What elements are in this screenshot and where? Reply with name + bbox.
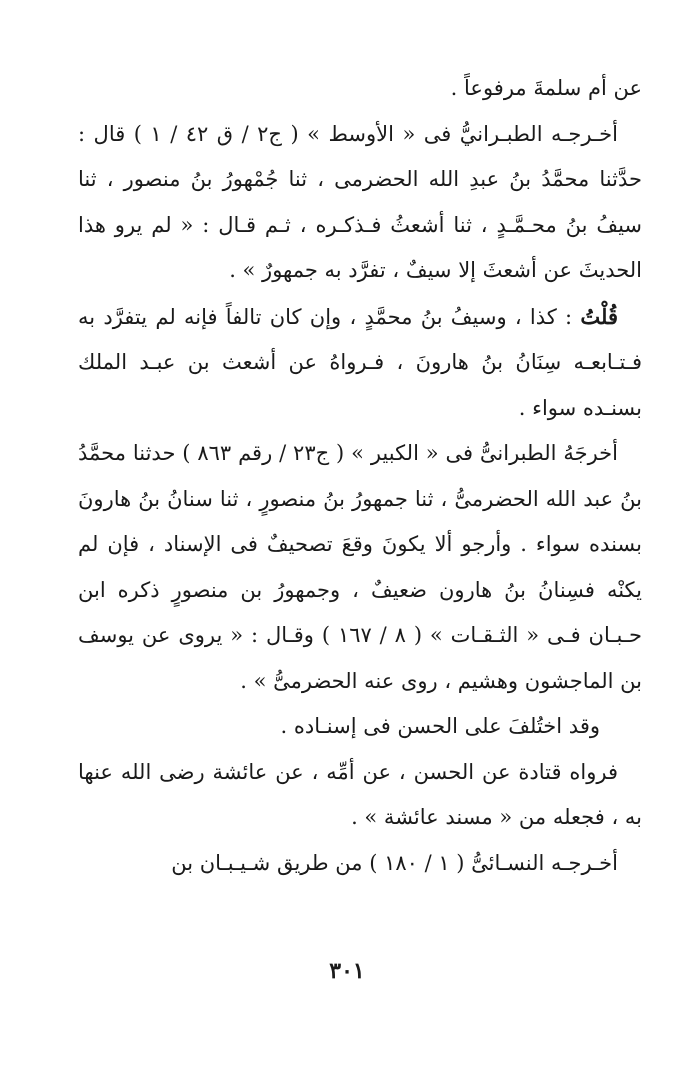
paragraph-3-lead: قُلْتُ bbox=[580, 303, 618, 329]
paragraph-6-text: فرواه قتادة عن الحسن ، عن أمِّه ، عن عائشة رضى الله عنها به ، فجعله من « مسند عائشة » . bbox=[78, 759, 642, 829]
paragraph-5 bbox=[78, 704, 642, 750]
paragraph-7 bbox=[78, 841, 642, 887]
paragraph-6 bbox=[78, 750, 642, 841]
paragraph-2-text: أخـرجـه الطبـرانيُّ فى « الأوسط » ( ج٢ / ق ٤٢ / ١ ) قال : حدَّثنا محمَّدُ بنُ عبدِ الله الحضرمى ، ثنا جُمْهورُ بنُ منصور ، ثنا سيفُ بنُ محـمَّـدٍ ، ثنا أشعثُ فـذكـره ، ثـم قـال : « لم يرو هذا الحديثَ عن أشعثَ إلا سيفٌ ، تفرَّد به جمهورٌ » . bbox=[78, 121, 642, 282]
paragraph-1 bbox=[78, 66, 642, 112]
paragraph-4-text: أخرجَهُ الطبرانىُّ فى « الكبير » ( ج٢٣ / رقم ٨٦٣ ) حدثنا محمَّدُ بنُ عبد الله الحضرمىُّ ، ثنا جمهورُ بنُ منصورٍ ، ثنا سنانُ بنُ هارونَ بسنده سواء . وأرجو ألا يكونَ وقعَ تصحيفٌ فى الإسناد ، فإن لم يكنْه فسِنانُ بنُ هارون ضعيفٌ ، وجمهورُ بن منصورٍ ذكره ابن حـبـان فـى « الثـقـات » ( ٨ / ١٦٧ ) وقـال : « يروى عن يوسف بن الماجشون وهشيم ، روى عنه الحضرمىُّ » . bbox=[78, 441, 643, 693]
page-body bbox=[78, 66, 642, 886]
paragraph-7-text: أخـرجـه النسـائىُّ ( ١ / ١٨٠ ) من طريق شـيـبـان بن bbox=[171, 850, 618, 875]
paragraph-5-text: وقد اختُلفَ على الحسن فى إسنـاده . bbox=[280, 714, 600, 738]
paragraph-4 bbox=[78, 431, 642, 704]
paragraph-3-text: : كذا ، وسيفُ بنُ محمَّدٍ ، وإن كان تالفاً فإنه لم يتفرَّد به فـتـابعـه سِنَانُ بنُ هارونَ ، فـرواهُ عن أشعث بن عبـد الملك بسنـده سواء . bbox=[78, 304, 642, 420]
paragraph-2 bbox=[78, 112, 642, 294]
page-number: ٣٠١ bbox=[329, 958, 365, 984]
paragraph-3 bbox=[78, 294, 642, 432]
paragraph-1-text: عن أم سلمةَ مرفوعاً . bbox=[450, 76, 642, 100]
